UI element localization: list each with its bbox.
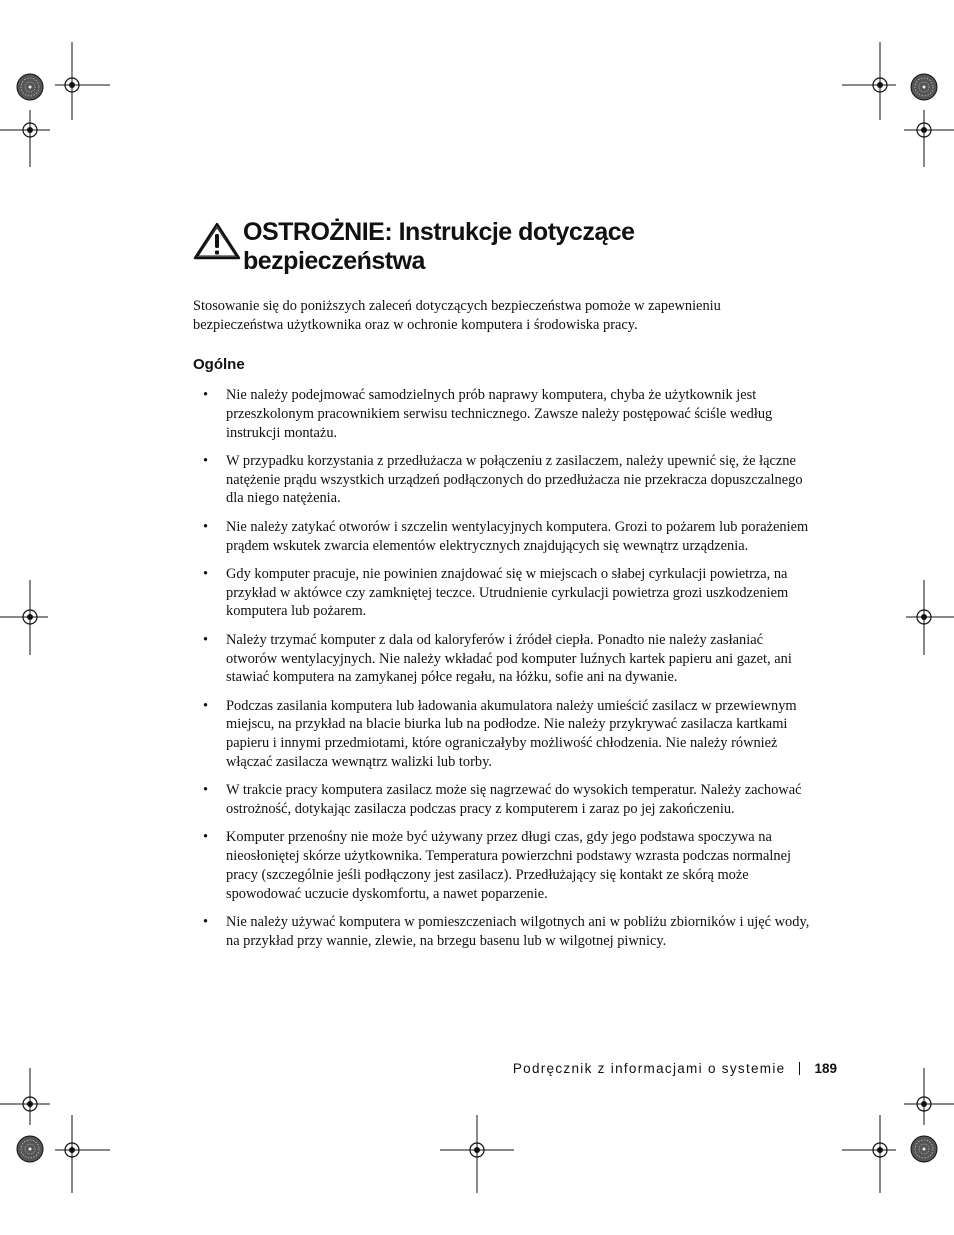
list-item-text: Należy trzymać komputer z dala od kaloryferów i źródeł ciepła. Ponadto nie należy zasłaniać otworów wentylacyjnych. Nie należy wkładać pod komputer luźnych kartek papieru ani gazet, ani stawiać komputera na zamykanej półce regału, na łóżku, sofie ani na dywanie. — [226, 631, 792, 686]
page-footer — [513, 1061, 837, 1076]
list-item — [193, 697, 813, 772]
list-item — [193, 913, 813, 951]
list-item — [193, 565, 813, 621]
list-item — [193, 452, 813, 508]
bullet-icon: • — [203, 387, 209, 403]
footer-divider — [799, 1062, 800, 1075]
bullet-icon: • — [203, 631, 209, 648]
list-item — [193, 386, 813, 442]
section-heading: Ogólne — [193, 356, 245, 373]
registration-star-bottom-right — [911, 1136, 937, 1162]
list-item — [193, 781, 813, 819]
page-title-line-2: bezpieczeństwa — [243, 247, 425, 275]
title-block — [193, 218, 813, 276]
bullet-icon: • — [203, 829, 209, 846]
list-item-text: Nie należy podejmować samodzielnych prób naprawy komputera, chyba że użytkownik jest przeszkolonym pracownikiem serwisu technicznego. Zawsze należy postępować ściśle według instrukcji montażu. — [226, 387, 773, 441]
list-item-text: Gdy komputer pracuje, nie powinien znajdować się w miejscach o słabej cyrkulacji powietrza, na przykład w aktówce czy zamkniętej teczce. Utrudnienie cyrkulacji powietrza grozi uszkodzeniem komputera lub pożarem. — [226, 565, 789, 620]
bullet-icon: • — [203, 452, 209, 469]
bullet-icon: • — [203, 782, 209, 799]
bullet-icon: • — [203, 697, 209, 714]
list-item-text: Podczas zasilania komputera lub ładowania akumulatora należy umieścić zasilacz w przewiewnym miejscu, na przykład na blacie biurka lub na podłodze. Nie należy przykrywać zasilacza kartkami papieru i innymi przedmiotami, które ograniczałyby możliwość chłodzenia. Nie należy również włączać zasilacza wewnątrz walizki lub torby. — [226, 697, 797, 771]
page-number: 189 — [814, 1061, 837, 1076]
list-item — [193, 828, 813, 903]
registration-star-bottom-left — [17, 1136, 43, 1162]
intro-paragraph: Stosowanie się do poniższych zaleceń dotyczących bezpieczeństwa pomoże w zapewnieniu bezpieczeństwa użytkownika oraz w ochronie komputera i środowiska pracy. — [193, 298, 721, 333]
list-item-text: Nie należy zatykać otworów i szczelin wentylacyjnych komputera. Grozi to pożarem lub porażeniem prądem wskutek zwarcia elementów elektrycznych znajdujących się wewnątrz urządzenia. — [226, 518, 809, 554]
list-item — [193, 631, 813, 687]
footer-title: Podręcznik z informacjami o systemie — [512, 1061, 786, 1076]
bullet-icon: • — [203, 565, 209, 582]
list-item-text: W przypadku korzystania z przedłużacza w połączeniu z zasilaczem, należy upewnić się, że łączne natężenie prądu wszystkich urządzeń podłączonych do przedłużacza nie przekracza dopuszczalnego dla niego natężenia. — [226, 452, 803, 507]
list-item-text: Komputer przenośny nie może być używany przez długi czas, gdy jego podstawa spoczywa na nieosłoniętej skórze użytkownika. Temperatura powierzchni podstawy wzrasta podczas normalnej pracy (szczególnie jeśli podłączony jest zasilacz). Przedłużający się kontakt ze skórą może spowodować uczucie dyskomfortu, a nawet poparzenie. — [226, 829, 791, 902]
registration-star-top-left — [17, 74, 43, 100]
list-item-text: Nie należy używać komputera w pomieszczeniach wilgotnych ani w pobliżu zbiorników i ujęć wody, na przykład przy wannie, zlewie, na brzegu basenu lub w wilgotnej piwnicy. — [226, 914, 810, 949]
bullet-icon: • — [203, 518, 209, 535]
registration-star-top-right — [911, 74, 937, 100]
bullet-list — [193, 386, 813, 960]
list-item-text: W trakcie pracy komputera zasilacz może się nagrzewać do wysokich temperatur. Należy zachować ostrożność, dotykając zasilacza podczas pracy z komputerem i zaraz po jej zakończeniu. — [226, 782, 802, 818]
page-title — [243, 218, 813, 276]
warning-triangle-icon — [193, 222, 241, 260]
bullet-icon: • — [203, 914, 209, 931]
list-item — [193, 518, 813, 556]
page-title-line-1: OSTROŻNIE: Instrukcje dotyczące — [243, 218, 635, 246]
